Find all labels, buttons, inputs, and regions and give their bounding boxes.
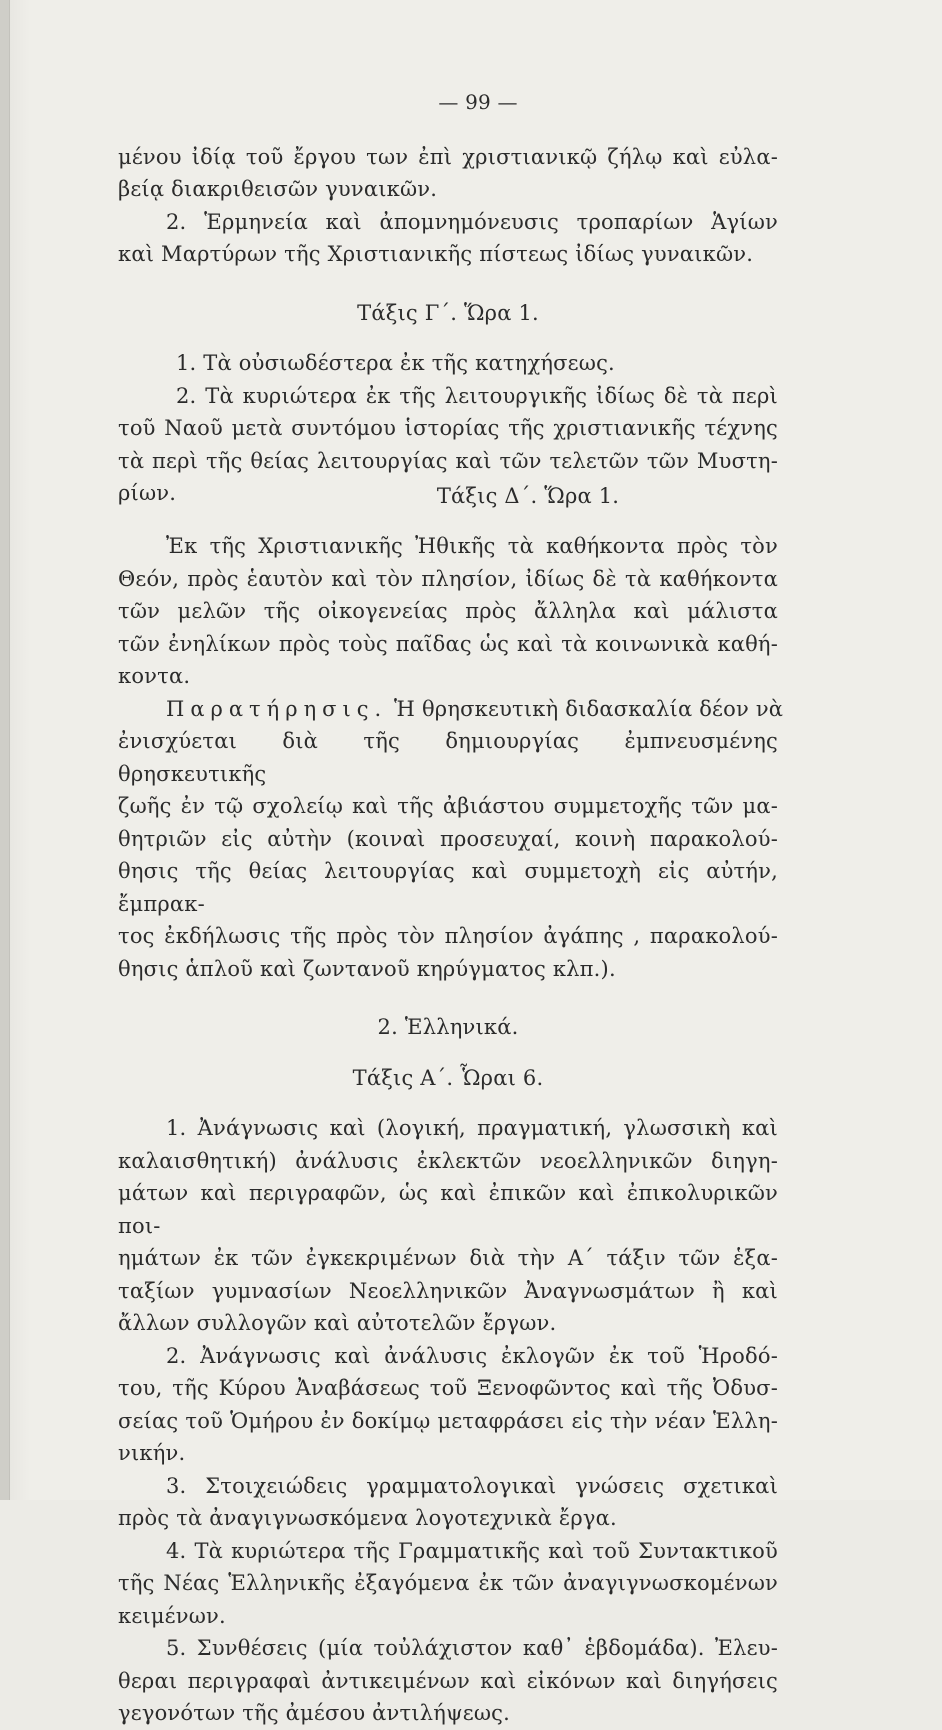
remark-text: Ἡ θρησκευτικὴ διδασκαλία δέον νὰ: [394, 696, 784, 721]
text-line: κειμένων.: [118, 1603, 226, 1628]
text-line: 2. Ἑρμηνεία καὶ ἀπομνημόνευσις τροπαρίων Ἁγίων: [166, 209, 778, 234]
text-line: σείας τοῦ Ὁμήρου ἐν δοκίμῳ μεταφράσει εἰς τὴν νέαν Ἑλλη-: [118, 1408, 778, 1433]
remark-label: Παρατήρησις.: [166, 696, 388, 721]
text-line: μένου ἰδίᾳ τοῦ ἔργου των ἐπὶ χριστιανικῷ ζήλῳ καὶ εὐλα-: [118, 144, 778, 169]
text-line: 5. Συνθέσεις (μία τοὐλάχιστον καθ᾽ ἑβδομάδα). Ἐλευ-: [166, 1636, 778, 1660]
text-line: τῶν μελῶν τῆς οἰκογενείας πρὸς ἄλληλα καὶ μάλιστα: [118, 599, 778, 623]
text-line: τῶν ἐνηλίκων πρὸς τοὺς παῖδας ὡς καὶ τὰ κοινωνικὰ καθή-: [118, 631, 778, 656]
text-line: 2. Τὰ κυριώτερα ἐκ τῆς λειτουργικῆς ἰδίως δὲ τὰ περὶ: [176, 383, 778, 408]
section-heading: Τάξις Γ΄. Ὥρα 1.: [357, 300, 539, 325]
binding-gutter: [0, 0, 10, 1500]
section-heading: 2. Ἑλληνικά.: [377, 1015, 519, 1039]
text-line: καὶ Μαρτύρων τῆς Χριστιανικῆς πίστεως ἰδίως γυναικῶν.: [118, 242, 754, 266]
remark-line: [118, 693, 784, 726]
text-line: ἄλλων συλλογῶν καὶ αὐτοτελῶν ἔργων.: [118, 1311, 557, 1335]
text-line: τῆς Νέας Ἑλληνικῆς ἐξαγόμενα ἐκ τῶν ἀναγιγνωσκομένων: [118, 1571, 778, 1595]
text-line: θησις ἁπλοῦ καὶ ζωντανοῦ κηρύγματος κλπ.).: [118, 956, 616, 981]
text-line: ταξίων γυμνασίων Νεοελληνικῶν Ἀναγνωσμάτων ἢ καὶ: [118, 1278, 778, 1303]
text-line: κοντα.: [118, 664, 191, 688]
text-line: νικήν.: [118, 1441, 186, 1465]
text-line: πρὸς τὰ ἀναγιγνωσκόμενα λογοτεχνικὰ ἔργα.: [118, 1506, 617, 1530]
text-line: καλαισθητική) ἀνάλυσις ἐκλεκτῶν νεοελληνικῶν διηγη-: [118, 1148, 778, 1173]
text-line: μάτων καὶ περιγραφῶν, ὡς καὶ ἐπικῶν καὶ ἐπικολυρικῶν ποι-: [118, 1181, 778, 1238]
text-line: θησις τῆς θείας λειτουργίας καὶ συμμετοχὴ εἰς αὐτήν, ἔμπρακ-: [118, 859, 778, 916]
text-line: θεραι περιγραφαὶ ἀντικειμένων καὶ εἰκόνων καὶ διηγήσεις: [118, 1668, 778, 1693]
text-line: θητριῶν εἰς αὐτὴν (κοιναὶ προσευχαί, κοινὴ παρακολού-: [118, 826, 778, 851]
text-line: Θεόν, πρὸς ἑαυτὸν καὶ τὸν πλησίον, ἰδίως δὲ τὰ καθήκοντα: [118, 566, 778, 591]
text-block: [118, 86, 784, 1730]
text-line: ἐνισχύεται διὰ τῆς δημιουργίας ἐμπνευσμένης θρησκευτικῆς: [118, 729, 778, 786]
text-line: 1. Ἀνάγνωσις καὶ (λογική, πραγματική, γλωσσικὴ καὶ: [166, 1116, 778, 1140]
section-heading: Τάξις Δ΄. Ὥρα 1.: [436, 483, 620, 508]
text-line: τοῦ Ναοῦ μετὰ συντόμου ἱστορίας τῆς χριστιανικῆς τέχνης: [118, 416, 778, 440]
page-number: — 99 —: [438, 90, 518, 114]
text-line: 2. Ἀνάγνωσις καὶ ἀνάλυσις ἐκλογῶν ἐκ τοῦ Ἡροδό-: [166, 1343, 778, 1368]
text-line: τὰ περὶ τῆς θείας λειτουργίας καὶ τῶν τελετῶν τῶν Μυστη-: [118, 448, 778, 473]
text-line: βείᾳ διακριθεισῶν γυναικῶν.: [118, 177, 438, 201]
text-line: ζωῆς ἐν τῷ σχολείῳ καὶ τῆς ἀβιάστου συμμετοχῆς τῶν μα-: [118, 794, 778, 818]
text-line: του, τῆς Κύρου Ἀναβάσεως τοῦ Ξενοφῶντος καὶ τῆς Ὀδυσ-: [118, 1376, 778, 1400]
text-line: ρίων.: [118, 481, 177, 505]
text-line: Ἐκ τῆς Χριστιανικῆς Ἠθικῆς τὰ καθήκοντα πρὸς τὸν: [166, 534, 778, 558]
text-line: ημάτων ἐκ τῶν ἐγκεκριμένων διὰ τὴν Α΄ τάξιν τῶν ἑξα-: [118, 1246, 778, 1270]
section-heading: Τάξις Α΄. Ὧραι 6.: [352, 1065, 544, 1090]
text-line: 4. Τὰ κυριώτερα τῆς Γραμματικῆς καὶ τοῦ Συντακτικοῦ: [166, 1538, 778, 1563]
text-line: 1. Τὰ οὐσιωδέστερα ἐκ τῆς κατηχήσεως.: [176, 351, 615, 375]
text-line: 3. Στοιχειώδεις γραμματολογικαὶ γνώσεις σχετικαὶ: [166, 1473, 778, 1498]
text-line: τος ἐκδήλωσις τῆς πρὸς τὸν πλησίον ἀγάπης , παρακολού-: [118, 924, 778, 948]
text-line: γεγονότων τῆς ἀμέσου ἀντιλήψεως.: [118, 1701, 510, 1725]
